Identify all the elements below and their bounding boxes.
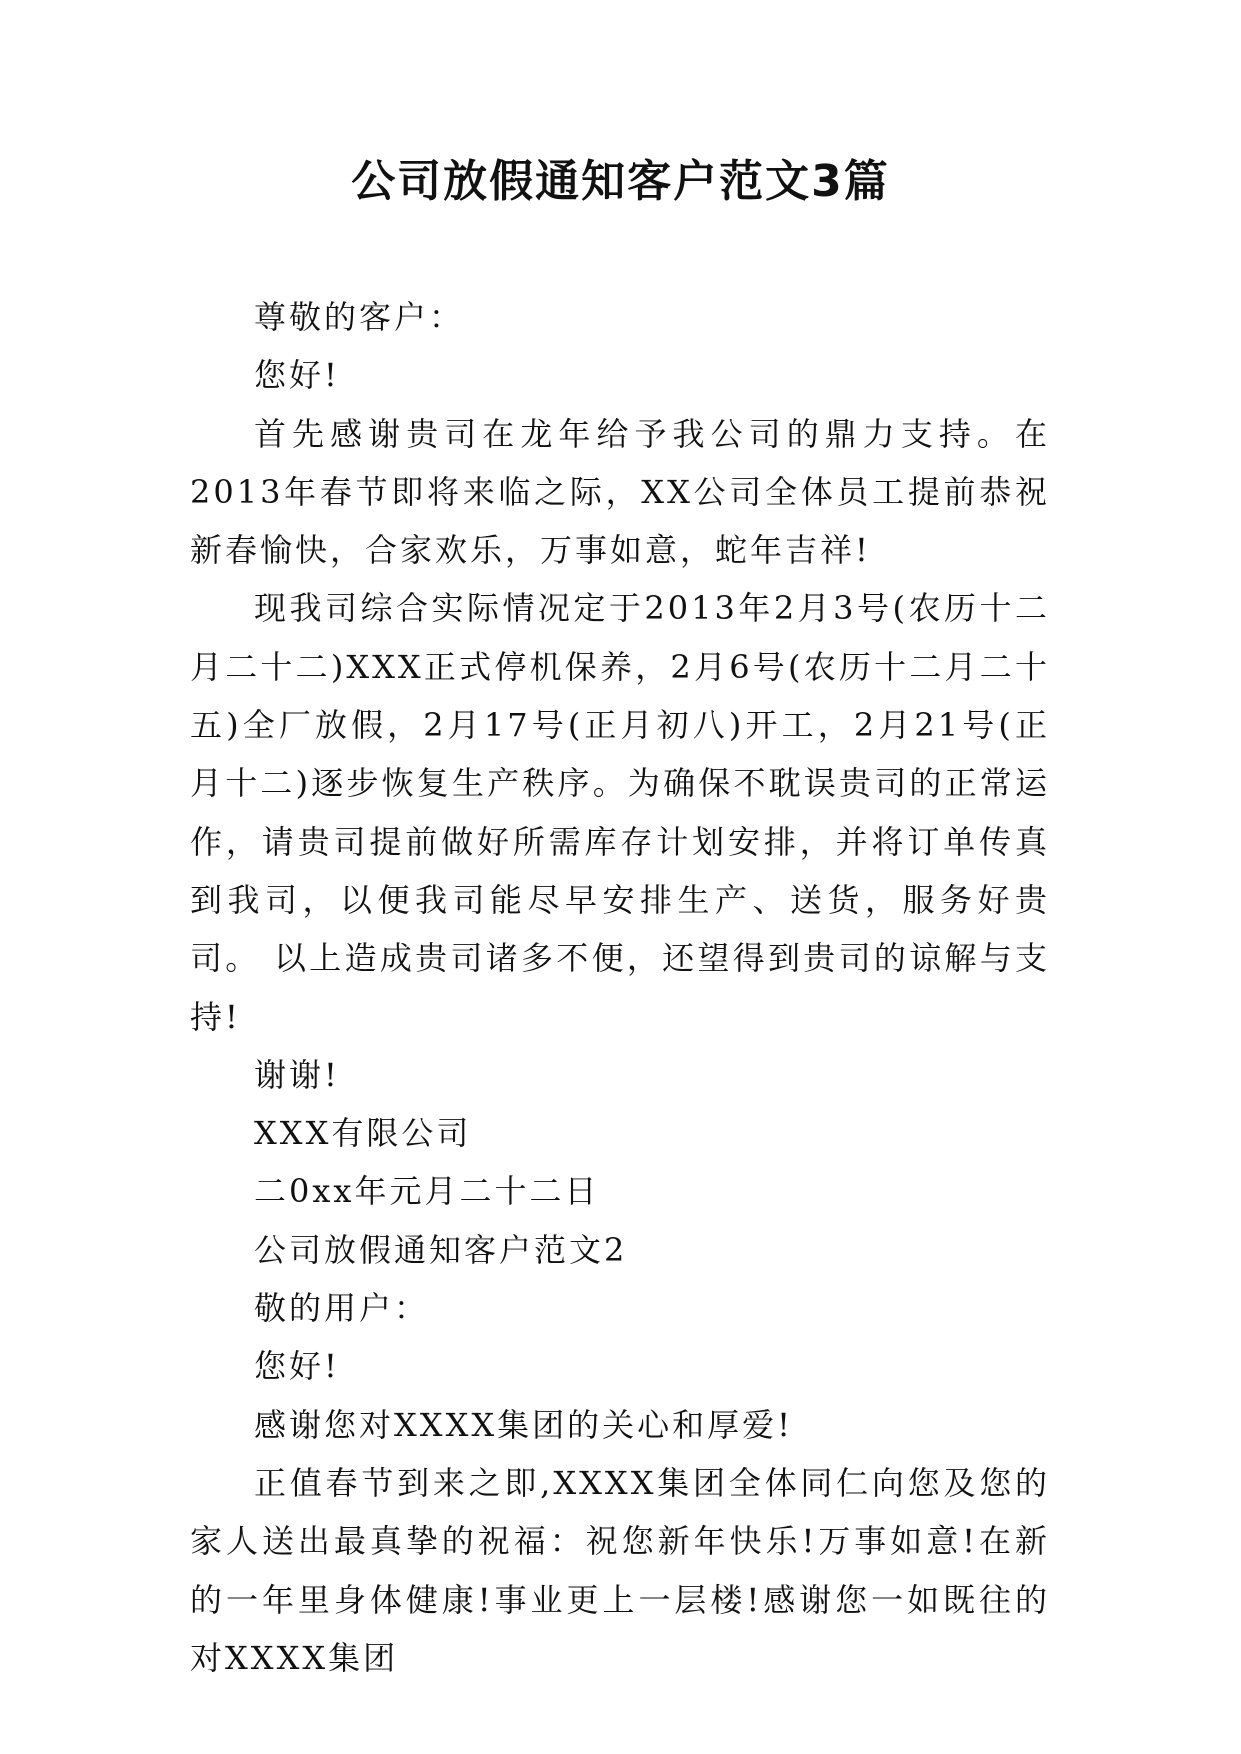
- paragraph-holiday-schedule: 现我司综合实际情况定于2013年2月3号(农历十二月二十二)XXX正式停机保养，2月6号(农历十二月二十五)全厂放假，2月17号(正月初八)开工，2月21号(正月十二)逐步恢复生产秩序。为确保不耽误贵司的正常运作，请贵司提前做好所需库存计划安排，并将订单传真到我司，以便我司能尽早安排生产、送货，服务好贵司。 以上造成贵司诸多不便，还望得到贵司的谅解与支持!: [190, 589, 1050, 1036]
- paragraph-thanks-2: 感谢您对XXXX集团的关心和厚爱!: [254, 1405, 793, 1444]
- paragraph-blessing: 正值春节到来之即,XXXX集团全体同仁向您及您的家人送出最真挚的祝福：祝您新年快乐!万事如意!在新的一年里身体健康!事业更上一层楼!感谢您一如既往的对XXXX集团: [190, 1463, 1050, 1677]
- section-heading-2: 公司放假通知客户范文2: [254, 1230, 628, 1269]
- document-title: 公司放假通知客户范文3篇: [351, 156, 890, 207]
- document-body: [190, 288, 1050, 1687]
- greeting: 您好!: [254, 356, 340, 395]
- greeting-2: 您好!: [254, 1347, 340, 1386]
- signature-date: 二0xx年元月二十二日: [254, 1172, 600, 1211]
- salutation-2: 敬的用户：: [254, 1289, 430, 1328]
- closing-thanks: 谢谢!: [254, 1055, 340, 1094]
- salutation: 尊敬的客户：: [254, 298, 465, 336]
- paragraph-thanks: 首先感谢贵司在龙年给予我公司的鼎力支持。在2013年春节即将来临之际，XX公司全体员工提前恭祝新春愉快，合家欢乐，万事如意，蛇年吉祥!: [190, 414, 1050, 570]
- signature-company: XXX有限公司: [254, 1114, 472, 1153]
